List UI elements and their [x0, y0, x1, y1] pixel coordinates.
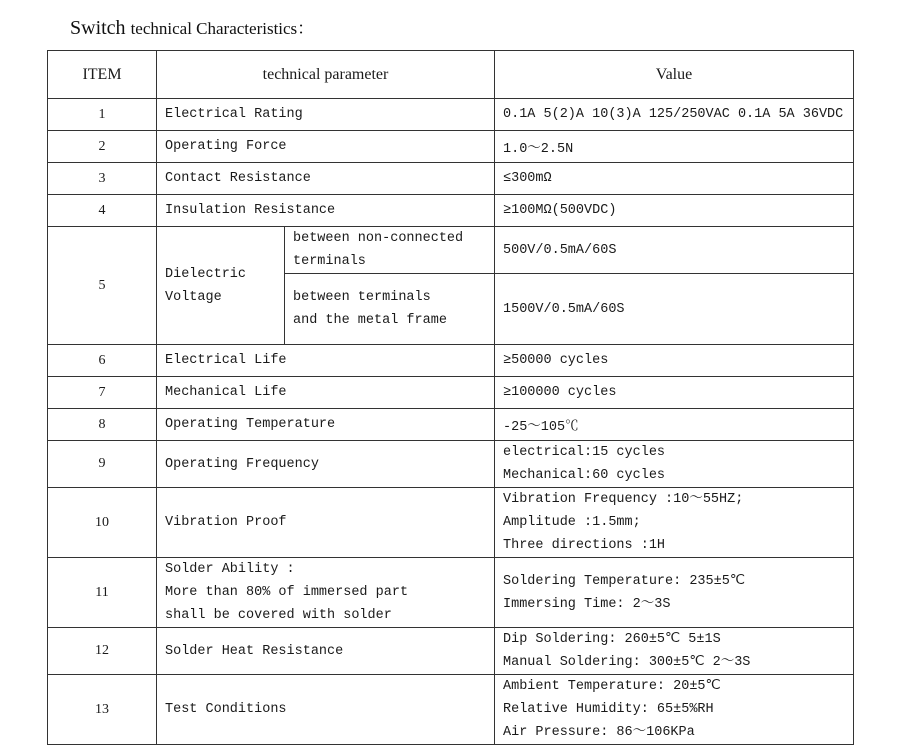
value-line: 1500V/0.5mA/60S	[503, 301, 625, 317]
parameter-cell: Operating Temperature	[157, 409, 495, 441]
header-value: Value	[495, 51, 854, 99]
item-number: 11	[48, 558, 157, 628]
value-line: ≤300mΩ	[503, 171, 552, 186]
sub-parameter-cell	[285, 274, 495, 345]
value-cell	[495, 628, 854, 675]
value-cell	[495, 274, 854, 345]
value-cell	[495, 409, 854, 441]
parameter-cell: Solder Heat Resistance	[157, 628, 495, 675]
value-cell	[495, 675, 854, 745]
parameter-cell: Contact Resistance	[157, 163, 495, 195]
item-number: 5	[48, 227, 157, 345]
value-line: Manual Soldering: 300±5℃ 2～3S	[503, 655, 751, 670]
sub-parameter-line: between terminals	[293, 290, 431, 305]
title-rest: technical Characteristics：	[130, 19, 315, 38]
parameter-cell: Operating Force	[157, 131, 495, 163]
table-row	[48, 195, 854, 227]
item-number: 12	[48, 628, 157, 675]
parameter-cell: Mechanical Life	[157, 377, 495, 409]
parameter-line: Voltage	[165, 289, 222, 305]
parameter-cell: Electrical Life	[157, 345, 495, 377]
item-number: 1	[48, 99, 157, 131]
item-number: 3	[48, 163, 157, 195]
parameter-line: Solder Ability :	[165, 562, 295, 577]
parameter-cell: Test Conditions	[157, 675, 495, 745]
value-line: Ambient Temperature: 20±5℃	[503, 679, 721, 694]
item-number: 7	[48, 377, 157, 409]
value-cell	[495, 163, 854, 195]
header-row	[48, 51, 854, 99]
table-row	[48, 558, 854, 628]
parameter-cell: Electrical Rating	[157, 99, 495, 131]
sub-parameter-line: and the metal frame	[293, 313, 447, 328]
table-row	[48, 99, 854, 131]
value-line: Immersing Time: 2～3S	[503, 596, 671, 612]
header-item: ITEM	[48, 51, 157, 99]
table-row	[48, 377, 854, 409]
sub-parameter-cell	[285, 227, 495, 274]
value-line: Dip Soldering: 260±5℃ 5±1S	[503, 632, 721, 647]
spec-table	[47, 50, 854, 745]
parameter-cell: Operating Frequency	[157, 441, 495, 488]
parameter-line: More than 80% of immersed part	[165, 585, 409, 600]
value-cell	[495, 99, 854, 131]
parameter-line: shall be covered with solder	[165, 608, 392, 623]
table-row	[48, 131, 854, 163]
item-number: 8	[48, 409, 157, 441]
value-line: 1.0～2.5N	[503, 142, 574, 157]
value-line: 0.1A 5(2)A 10(3)A 125/250VAC 0.1A 5A 36VDC	[503, 107, 844, 122]
value-cell	[495, 558, 854, 628]
parameter-cell	[157, 558, 495, 628]
value-cell	[495, 227, 854, 274]
value-line: ≥50000 cycles	[503, 353, 609, 368]
parameter-line: Dielectric	[165, 266, 247, 282]
sub-parameter-line: between non-connected	[293, 231, 464, 246]
table-row	[48, 488, 854, 558]
table-row	[48, 675, 854, 745]
table-row	[48, 345, 854, 377]
item-number: 10	[48, 488, 157, 558]
value-line: Air Pressure: 86～106KPa	[503, 725, 695, 740]
item-number: 4	[48, 195, 157, 227]
value-line: electrical:15 cycles	[503, 445, 666, 460]
item-number: 13	[48, 675, 157, 745]
value-line: 500V/0.5mA/60S	[503, 242, 617, 258]
title-main: Switch	[70, 17, 126, 39]
value-cell	[495, 195, 854, 227]
value-line: Relative Humidity: 65±5%RH	[503, 702, 714, 717]
page-title	[70, 14, 314, 40]
sub-parameter-line: terminals	[293, 254, 366, 269]
parameter-cell	[157, 227, 285, 345]
value-line: Amplitude :1.5mm;	[503, 515, 641, 530]
value-line: Vibration Frequency :10～55HZ;	[503, 492, 744, 507]
value-line: -25～105℃	[503, 420, 579, 435]
table-row	[48, 628, 854, 675]
table-row	[48, 163, 854, 195]
header-parameter: technical parameter	[157, 51, 495, 99]
item-number: 9	[48, 441, 157, 488]
item-number: 6	[48, 345, 157, 377]
parameter-cell: Insulation Resistance	[157, 195, 495, 227]
value-cell	[495, 131, 854, 163]
value-cell	[495, 345, 854, 377]
value-cell	[495, 488, 854, 558]
value-cell	[495, 441, 854, 488]
value-cell	[495, 377, 854, 409]
value-line: Three directions :1H	[503, 538, 666, 553]
value-line: Soldering Temperature: 235±5℃	[503, 573, 745, 589]
table-row	[48, 227, 854, 274]
parameter-cell: Vibration Proof	[157, 488, 495, 558]
table-row	[48, 409, 854, 441]
table-row	[48, 441, 854, 488]
value-line: ≥100000 cycles	[503, 385, 617, 400]
value-line: Mechanical:60 cycles	[503, 468, 666, 483]
item-number: 2	[48, 131, 157, 163]
value-line: ≥100MΩ(500VDC)	[503, 203, 617, 218]
